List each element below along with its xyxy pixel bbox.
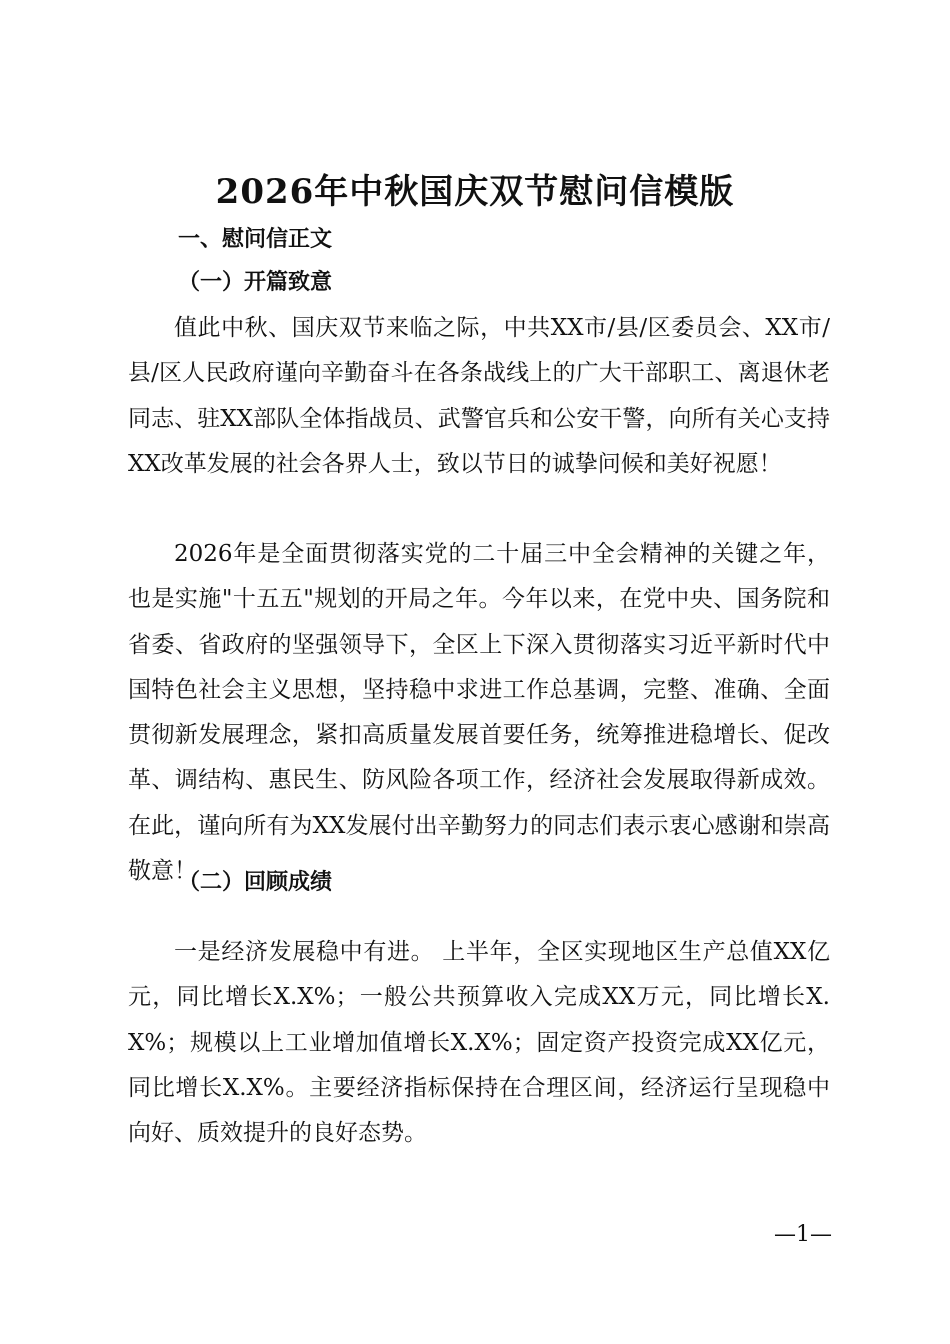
document-title: 2026年中秋国庆双节慰问信模版 (215, 172, 735, 212)
subsection-heading-opening: （一）开篇致意 (178, 270, 333, 295)
paragraph-economy: 一是经济发展稳中有进。 上半年，全区实现地区生产总值XX亿元，同比增长X.X%；一般公共预算收入完成XX万元，同比增长X.X%；规模以上工业增加值增长X.X%；固定资产投资完成XX亿元，同比增长X.X%。主要经济指标保持在合理区间，经济运行呈现稳中向好、质效提升的良好态势。 (128, 939, 830, 1147)
section-heading-main-text: 一、慰问信正文 (178, 227, 333, 252)
paragraph-greeting: 值此中秋、国庆双节来临之际，中共XX市/县/区委员会、XX市/县/区人民政府谨向辛勤奋斗在各条战线上的广大干部职工、离退休老同志、驻XX部队全体指战员、武警官兵和公安干警，向所有关心支持XX改革发展的社会各界人士，致以节日的诚挚问候和美好祝愿！ (128, 315, 830, 477)
paragraph-context: 2026年是全面贯彻落实党的二十届三中全会精神的关键之年，也是实施"十五五"规划的开局之年。今年以来，在党中央、国务院和省委、省政府的坚强领导下，全区上下深入贯彻落实习近平新时代中国特色社会主义思想，坚持稳中求进工作总基调，完整、准确、全面贯彻新发展理念，紧扣高质量发展首要任务，统筹推进稳增长、促改革、调结构、惠民生、防风险各项工作，经济社会发展取得新成效。在此，谨向所有为XX发展付出辛勤努力的同志们表示衷心感谢和崇高敬意！ (128, 541, 830, 885)
page-number: —1— (774, 1222, 832, 1247)
subsection-heading-achievements: （二）回顾成绩 (178, 870, 333, 895)
